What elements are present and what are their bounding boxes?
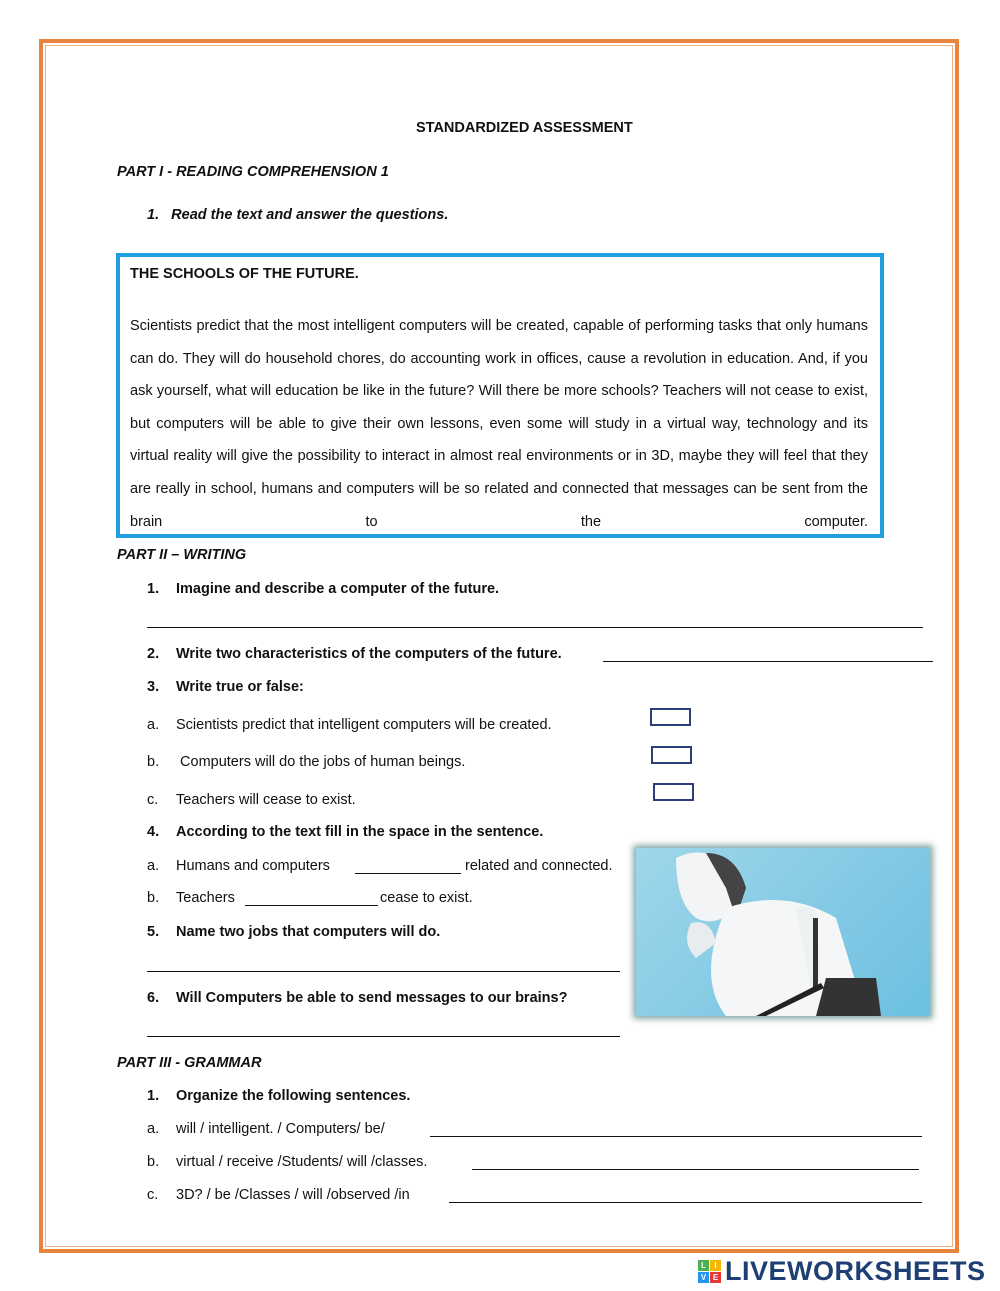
tf-answer-box[interactable] (653, 783, 694, 801)
q2-text: Write two characteristics of the computers of the future. (176, 646, 562, 662)
grammar-letter: c. (147, 1187, 159, 1203)
liveworksheets-logo (698, 1256, 986, 1287)
q6-number: 6. (147, 990, 160, 1006)
q2-number: 2. (147, 646, 160, 662)
grammar-q1-number: 1. (147, 1088, 160, 1104)
grammar-letter: b. (147, 1154, 160, 1170)
reading-text: Scientists predict that the most intelligent computers will be created, capable of performing tasks that only humans can do. They will do household chores, do accounting work in offices, cause a revolution in education. And, if you ask yourself, what will education be like in the future? Will there be more schools? Teachers will not cease to exist, but computers will be able to give their own lessons, even some will study in a virtual way, technology and its virtual reality will give the possibility to interact in almost real environments or in 3D, maybe they will feel that they are really in school, humans and computers will be so related and connected that messages can be sent from the brain to the computer. (130, 318, 868, 530)
fill-after: cease to exist. (380, 890, 473, 906)
logo-tiles-icon: L I V E (698, 1260, 721, 1283)
part1-heading: PART I - READING COMPREHENSION 1 (117, 164, 389, 180)
q5-answer-line[interactable] (147, 971, 620, 972)
q1-number: 1. (147, 581, 160, 597)
part3-heading: PART III - GRAMMAR (117, 1055, 262, 1071)
fill-before: Humans and computers (176, 858, 330, 874)
tf-answer-box[interactable] (650, 708, 691, 726)
fill-blank[interactable] (245, 905, 378, 906)
grammar-letter: a. (147, 1121, 160, 1137)
grammar-words: virtual / receive /Students/ will /classes. (176, 1154, 428, 1170)
q6-text: Will Computers be able to send messages to our brains? (176, 990, 568, 1006)
logo-text: LIVEWORKSHEETS (725, 1256, 986, 1286)
tf-statement: Scientists predict that intelligent computers will be created. (176, 717, 552, 733)
q1-answer-line[interactable] (147, 627, 923, 628)
document-title: STANDARDIZED ASSESSMENT (416, 120, 633, 136)
robot-thinker-illustration (636, 848, 930, 1016)
grammar-answer-line[interactable] (430, 1136, 922, 1137)
q5-text: Name two jobs that computers will do. (176, 924, 441, 940)
fill-letter: b. (147, 890, 160, 906)
q3-number: 3. (147, 679, 160, 695)
tf-letter: a. (147, 717, 160, 733)
tf-statement: Teachers will cease to exist. (176, 792, 356, 808)
q1-text: Imagine and describe a computer of the future. (176, 581, 500, 597)
grammar-words: will / intelligent. / Computers/ be/ (176, 1121, 385, 1137)
grammar-answer-line[interactable] (472, 1169, 919, 1170)
part1-instruction: 1. Read the text and answer the questions. (147, 207, 449, 223)
robot-image (636, 848, 930, 1016)
tf-statement: Computers will do the jobs of human beings. (176, 754, 466, 770)
tf-answer-box[interactable] (651, 746, 692, 764)
reading-title: THE SCHOOLS OF THE FUTURE. (130, 266, 359, 282)
q3-text: Write true or false: (176, 679, 304, 695)
fill-before: Teachers (176, 890, 235, 906)
q6-answer-line[interactable] (147, 1036, 620, 1037)
fill-blank[interactable] (355, 873, 461, 874)
grammar-words: 3D? / be /Classes / will /observed /in (176, 1187, 410, 1203)
q4-text: According to the text fill in the space in the sentence. (176, 824, 544, 840)
fill-after: related and connected. (465, 858, 613, 874)
grammar-answer-line[interactable] (449, 1202, 922, 1203)
fill-letter: a. (147, 858, 160, 874)
q4-number: 4. (147, 824, 160, 840)
q5-number: 5. (147, 924, 160, 940)
grammar-q1-text: Organize the following sentences. (176, 1088, 411, 1104)
part2-heading: PART II – WRITING (117, 547, 247, 563)
tf-letter: c. (147, 792, 159, 808)
q2-answer-line[interactable] (603, 661, 933, 662)
tf-letter: b. (147, 754, 160, 770)
